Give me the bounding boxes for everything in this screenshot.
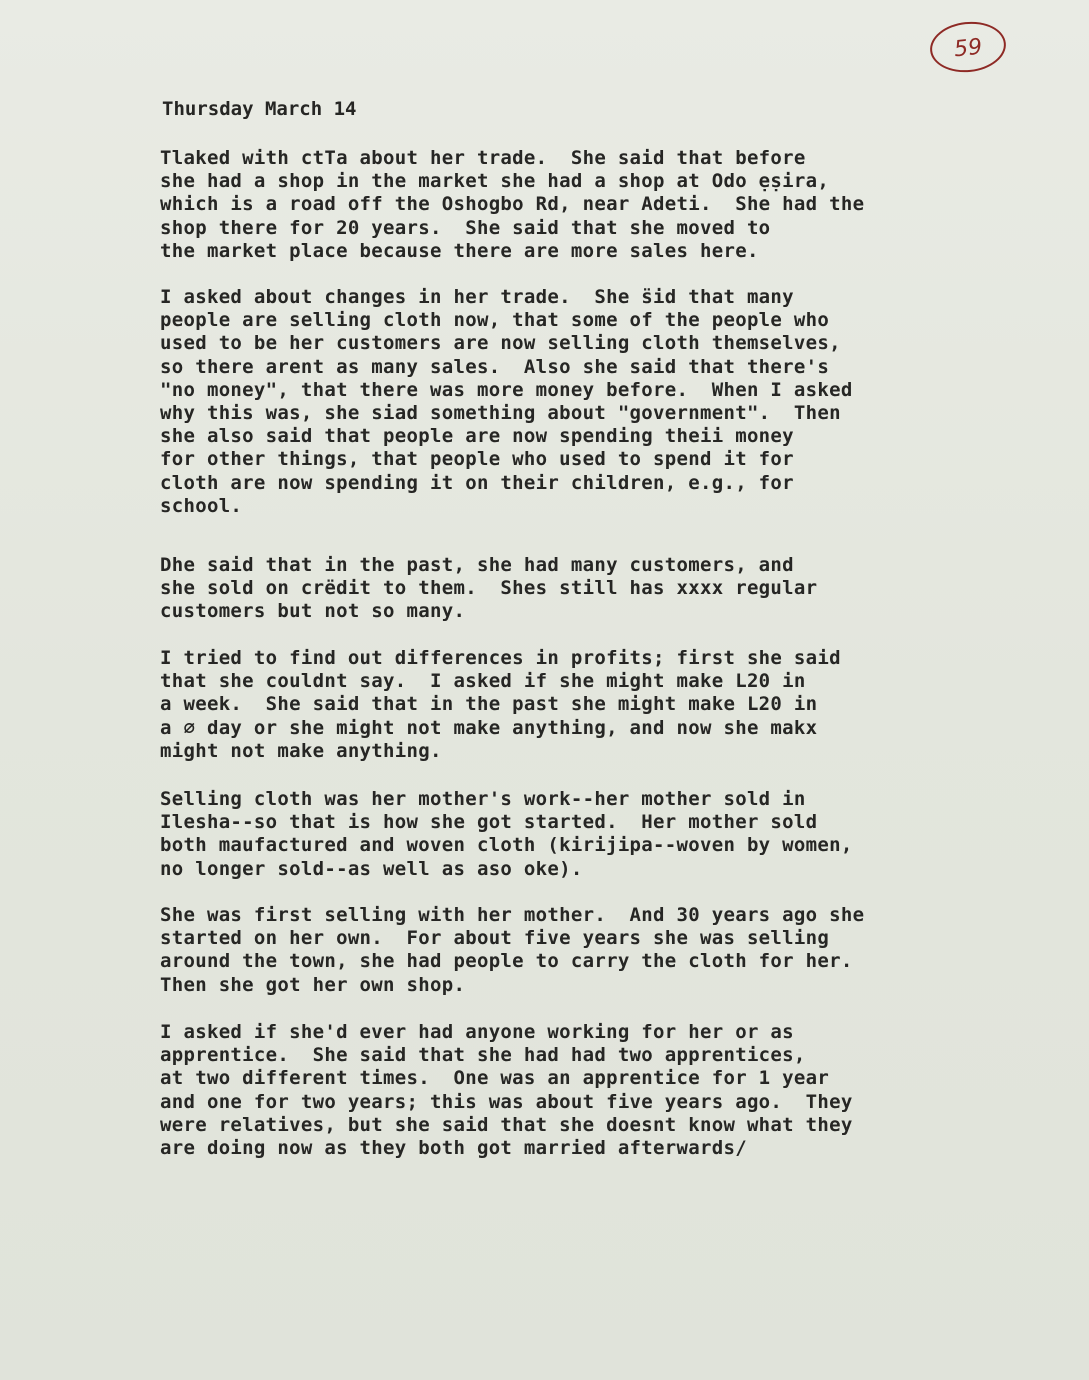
paragraph-shop-history: Tlaked with ctTa about her trade. She said that before she had a shop in the market she had a shop at Odo ẹṣira, which is a road off the Oshogbo Rd, near Adeti. She had the shop there for 20 years. She said that she moved to the market place because there are more sales here.: [160, 147, 865, 262]
paragraph-customers-credit: Dhe said that in the past, she had many customers, and she sold on crëdit to them. Shes still has xxxx regular customers but not so many.: [160, 554, 818, 623]
paragraph-selling-history: She was first selling with her mother. And 30 years ago she started on her own. For about five years she was selling around the town, she had people to carry the cloth for her. Then she got her own shop.: [160, 904, 865, 996]
paragraph-trade-changes: I asked about changes in her trade. She s̈id that many people are selling cloth now, that some of the people who used to be her customers are now selling cloth themselves, so there arent as many sales. Also she said that there's "no money", that there was more money before. When I asked why this was, she siad something about "government". Then she also said that people are now spending theii money for other things, that people who used to spend it for cloth are now spending it on their children, e.g., for school.: [160, 286, 853, 517]
entry-date: Thursday March 14: [162, 98, 357, 120]
paragraph-apprentices: I asked if she'd ever had anyone working for her or as apprentice. She said that she had had two apprentices, at two different times. One was an apprentice for 1 year and one for two years; this was about five years ago. They were relatives, but she said that she doesnt know what they are doing now as they both got married afterwards/: [160, 1021, 853, 1160]
handwritten-page-number: 59: [928, 18, 1009, 76]
paragraph-profits: I tried to find out differences in profits; first she said that she couldnt say. I asked if she might make L20 in a week. She said that in the past she might make L20 in a ∅ day or she might not make anything, and now she makx might not make anything.: [160, 647, 841, 762]
paragraph-mothers-work: Selling cloth was her mother's work--her mother sold in Ilesha--so that is how she got started. Her mother sold both maufactured and woven cloth (kirijipa--woven by women, no longer sold--as well as aso oke).: [160, 788, 853, 880]
